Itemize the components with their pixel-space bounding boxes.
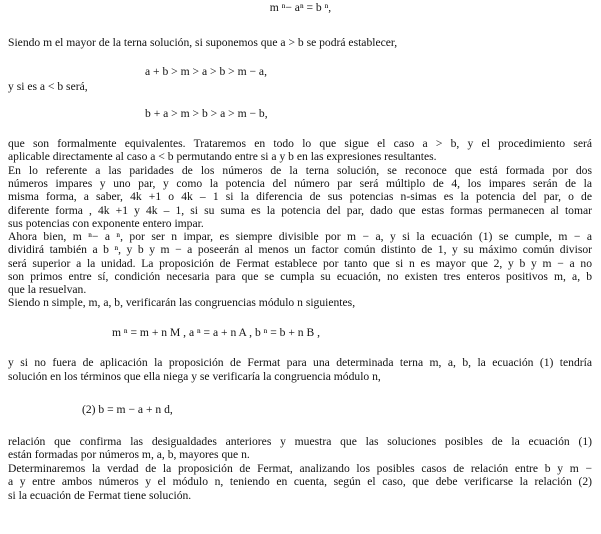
paragraph-line: relación que confirma las desigualdades anteriores y muestra que las soluciones posibles de la ecuación (1) [8,435,592,448]
paragraph-line: Siendo n simple, m, a, b, verificarán las congruencias módulo n siguientes, [8,296,356,309]
paragraph-line: a y entre ambos números y el módulo n, teniendo en cuenta, según el caso, que debe verificarse la relación (2) [8,475,592,488]
paragraph-line: Determinaremos la verdad de la proposición de Fermat, analizando los posibles casos de relación entre b y m − [8,462,592,475]
paragraph-line: que son formalmente equivalentes. Trataremos en todo lo que sigue el caso a > b, y el procedimiento será [8,137,592,150]
paragraph-line: solución en los términos que ella niega y se verificaría la congruencia módulo n, [8,370,381,383]
paragraph-line: están formadas por números m, a, b, mayores que n. [8,448,250,461]
paragraph-line: números impares y uno par, y como la potencia del número par será múltiplo de 4, los impares serán de la [8,177,592,190]
paragraph-line: diferente forma , 4k +1 y 4k – 1, si su suma es la potencia del par, dado que estas formas permanecen al tomar [8,204,592,217]
inequality-a-greater-b: a + b > m > a > b > m − a, [145,65,267,78]
congruence-equations: m ⁿ = m + n M , a ⁿ = a + n A , b ⁿ = b + n B , [112,326,320,339]
paragraph-line: sus potencias con exponente entero impar. [8,217,204,230]
paragraph-line: si la ecuación de Fermat tiene solución. [8,489,192,502]
paragraph-line: dividirá también a b ⁿ, y b y m − a poseerán al menos un factor común distinto de 1, y su máximo común divisor [8,243,592,256]
paragraph-line: y si no fuera de aplicación la proposición de Fermat para una determinada terna m, a, b, la ecuación (1) tendría [8,356,592,369]
paragraph-line: y si es a < b será, [8,80,88,93]
paragraph-line: será superior a la unidad. La proposición de Fermat establece por tanto que si n es mayor que 2, y b y m − a no [8,257,592,270]
paragraph-line: misma forma, a saber, 4k +1 o 4k – 1 si la diferencia de sus potencias n-simas es la potencia del par, o de [8,190,592,203]
paragraph-line: En lo referente a las paridades de los números de la terna solución, se reconoce que está formada por dos [8,164,592,177]
paragraph-line: Siendo m el mayor de la terna solución, si suponemos que a > b se podrá establecer, [8,36,398,49]
relation-2-equation: (2) b = m − a + n d, [82,403,173,416]
paragraph-line: que la resuelvan. [8,283,87,296]
paragraph-line: Ahora bien, m ⁿ− a ⁿ, por ser n impar, es siempre divisible por m − a, y si la ecuación (1) se cumple, m − a [8,230,592,243]
inequality-b-greater-a: b + a > m > b > a > m − b, [145,107,268,120]
paragraph-line: aplicable directamente al caso a < b permutando entre si a y b en las expresiones resultantes. [8,150,437,163]
equation-fermat: m ⁿ− aⁿ = b ⁿ, [269,1,332,14]
paragraph-line: son primos entre sí, condición necesaria para que se cumpla su ecuación, no existen tres enteros positivos m, a, b [8,270,592,283]
